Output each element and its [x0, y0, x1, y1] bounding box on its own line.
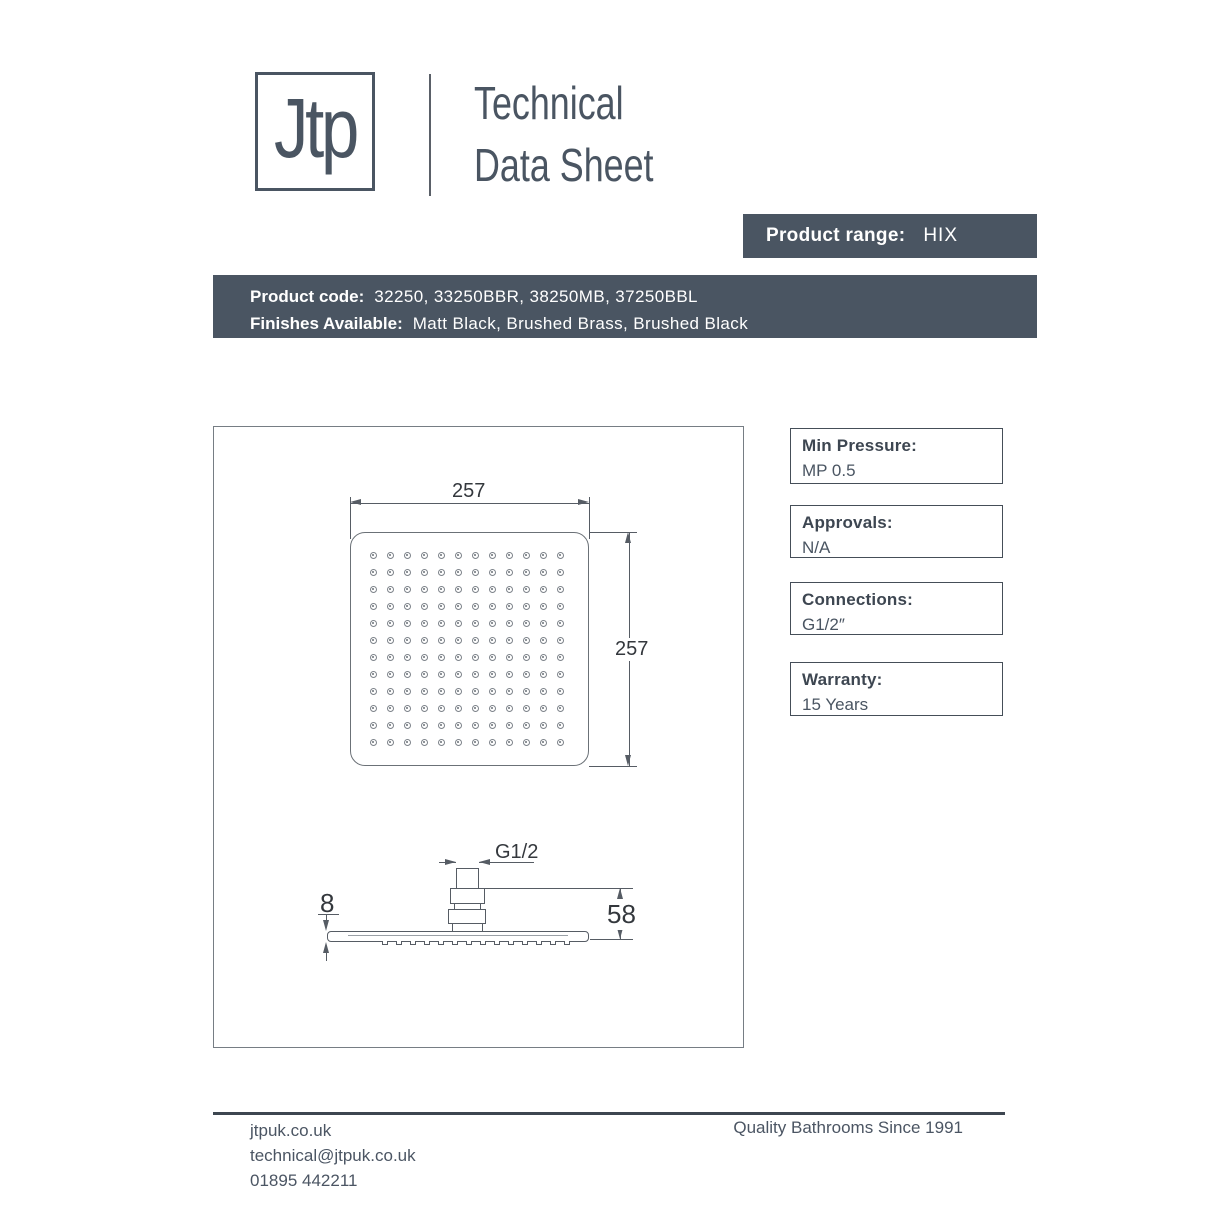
nozzle-dot: [472, 705, 479, 712]
product-range-box: [743, 214, 1037, 258]
nozzle-dot: [489, 654, 496, 661]
nozzle-dot: [472, 552, 479, 559]
nozzle-dot: [455, 739, 462, 746]
page-title: [474, 72, 654, 196]
nozzle-dot: [472, 722, 479, 729]
nozzle-dot: [506, 688, 513, 695]
nozzle-dot: [506, 552, 513, 559]
nozzle-dot: [523, 688, 530, 695]
nozzle-dot: [557, 705, 564, 712]
jtp-logo-text: Jtp: [273, 81, 357, 175]
side-view-collar-upper: [450, 888, 485, 904]
nozzle-dot: [421, 637, 428, 644]
nozzle-tooth: [438, 941, 444, 945]
nozzle-dot: [557, 586, 564, 593]
nozzle-dot: [472, 569, 479, 576]
nozzle-dot: [370, 705, 377, 712]
nozzle-dot: [404, 654, 411, 661]
nozzle-dot: [557, 569, 564, 576]
nozzle-dot: [489, 552, 496, 559]
nozzle-dot: [489, 603, 496, 610]
nozzle-dot: [438, 705, 445, 712]
finishes-value: Matt Black, Brushed Brass, Brushed Black: [412, 314, 749, 333]
nozzle-tooth: [396, 941, 402, 945]
nozzle-dot: [438, 671, 445, 678]
dim-width-value: 257: [452, 480, 486, 502]
nozzle-tooth: [452, 941, 458, 945]
nozzle-dot: [540, 552, 547, 559]
nozzle-dot: [557, 688, 564, 695]
arrowhead-down-icon: [625, 755, 631, 766]
spec-box-connections: [790, 582, 1003, 635]
nozzle-tooth: [382, 941, 388, 945]
dim-ext-right-bottom: [589, 766, 637, 767]
nozzle-dot: [438, 603, 445, 610]
nozzle-dot: [421, 552, 428, 559]
nozzle-grid: [370, 552, 570, 752]
nozzle-dot: [404, 620, 411, 627]
nozzle-dot: [506, 603, 513, 610]
spec-box-approvals: [790, 505, 1003, 558]
nozzle-dot: [557, 722, 564, 729]
nozzle-dot: [506, 620, 513, 627]
nozzle-dot: [387, 620, 394, 627]
nozzle-dot: [370, 739, 377, 746]
nozzle-dot: [557, 739, 564, 746]
nozzle-dot: [472, 620, 479, 627]
nozzle-dot: [438, 569, 445, 576]
nozzle-dot: [540, 620, 547, 627]
spec-value: N/A: [802, 538, 831, 557]
nozzle-dot: [438, 688, 445, 695]
nozzle-dot: [455, 654, 462, 661]
nozzle-dot: [489, 705, 496, 712]
nozzle-tooth: [564, 941, 570, 945]
spec-value: MP 0.5: [802, 461, 856, 480]
nozzle-dot: [387, 569, 394, 576]
nozzle-dot: [370, 637, 377, 644]
nozzle-dot: [540, 705, 547, 712]
nozzle-dot: [370, 688, 377, 695]
nozzle-dot: [455, 552, 462, 559]
nozzle-dot: [370, 722, 377, 729]
nozzle-dot: [387, 705, 394, 712]
nozzle-dot: [506, 569, 513, 576]
nozzle-dot: [472, 637, 479, 644]
arrowhead-down-icon: [323, 920, 329, 931]
nozzle-dot: [489, 739, 496, 746]
header-divider: [429, 74, 431, 196]
nozzle-dot: [523, 620, 530, 627]
spec-label: Connections:: [802, 590, 914, 609]
nozzle-dot: [387, 637, 394, 644]
nozzle-dot: [421, 671, 428, 678]
nozzle-dot: [421, 603, 428, 610]
nozzle-dot: [540, 586, 547, 593]
nozzle-dot: [506, 671, 513, 678]
nozzle-tooth: [522, 941, 528, 945]
footer-phone: 01895 442211: [250, 1171, 358, 1190]
nozzle-dot: [404, 705, 411, 712]
nozzle-dot: [421, 586, 428, 593]
footer-website[interactable]: jtpuk.co.uk: [250, 1121, 332, 1140]
nozzle-dot: [523, 671, 530, 678]
spec-label: Warranty:: [802, 670, 883, 689]
nozzle-dot: [506, 705, 513, 712]
nozzle-tooth: [480, 941, 486, 945]
nozzle-dot: [472, 739, 479, 746]
nozzle-dot: [540, 654, 547, 661]
nozzle-dot: [523, 705, 530, 712]
dim-58-ext-bottom: [590, 939, 633, 940]
dim-connection-value: G1/2: [495, 841, 539, 863]
nozzle-dot: [455, 603, 462, 610]
nozzle-dot: [421, 722, 428, 729]
nozzle-dot: [404, 552, 411, 559]
nozzle-dot: [523, 722, 530, 729]
nozzle-dot: [557, 603, 564, 610]
nozzle-dot: [506, 739, 513, 746]
nozzle-dot: [489, 637, 496, 644]
nozzle-dot: [472, 671, 479, 678]
nozzle-dot: [387, 586, 394, 593]
nozzle-dot: [387, 552, 394, 559]
arrowhead-up-icon: [323, 942, 329, 953]
nozzle-tooth: [536, 941, 542, 945]
spec-box-warranty: [790, 662, 1003, 716]
arrowhead-left-icon: [479, 859, 490, 865]
nozzle-dot: [387, 654, 394, 661]
nozzle-dot: [438, 586, 445, 593]
nozzle-dot: [506, 637, 513, 644]
arrowhead-right-icon: [578, 499, 589, 505]
nozzle-dot: [421, 705, 428, 712]
nozzle-dot: [421, 654, 428, 661]
nozzle-dot: [455, 586, 462, 593]
nozzle-dot: [472, 654, 479, 661]
nozzle-dot: [540, 603, 547, 610]
side-view-plate-inner-line: [348, 935, 568, 936]
nozzle-dot: [421, 620, 428, 627]
nozzle-tooth: [424, 941, 430, 945]
nozzle-dot: [557, 620, 564, 627]
nozzle-dot: [455, 688, 462, 695]
arrowhead-left-icon: [350, 499, 361, 505]
nozzle-dot: [455, 705, 462, 712]
technical-drawing-frame: [213, 426, 744, 1048]
dim-side-height-value: 58: [604, 899, 639, 930]
nozzle-dot: [523, 552, 530, 559]
nozzle-dot: [455, 722, 462, 729]
nozzle-dot: [387, 603, 394, 610]
nozzle-dot: [438, 620, 445, 627]
product-range-value: HIX: [923, 225, 959, 246]
nozzle-dot: [455, 569, 462, 576]
nozzle-dot: [557, 552, 564, 559]
product-range-label: Product range:: [766, 225, 906, 246]
nozzle-dot: [523, 739, 530, 746]
nozzle-dot: [370, 654, 377, 661]
nozzle-dot: [540, 688, 547, 695]
nozzle-dot: [472, 603, 479, 610]
nozzle-dot: [387, 688, 394, 695]
nozzle-dot: [387, 722, 394, 729]
spec-value: G1/2″: [802, 615, 845, 634]
nozzle-dot: [523, 569, 530, 576]
nozzle-dot: [438, 722, 445, 729]
nozzle-tooth: [550, 941, 556, 945]
nozzle-dot: [421, 569, 428, 576]
nozzle-dot: [370, 620, 377, 627]
nozzle-dot: [438, 552, 445, 559]
finishes-label: Finishes Available:: [250, 314, 403, 333]
nozzle-dot: [489, 722, 496, 729]
nozzle-dot: [370, 569, 377, 576]
nozzle-dot: [557, 637, 564, 644]
spec-label: Approvals:: [802, 513, 893, 532]
nozzle-dot: [540, 671, 547, 678]
nozzle-dot: [404, 671, 411, 678]
nozzle-dot: [489, 569, 496, 576]
nozzle-dot: [557, 654, 564, 661]
nozzle-dot: [404, 569, 411, 576]
nozzle-dot: [540, 739, 547, 746]
nozzle-dot: [489, 671, 496, 678]
side-view-collar-lower: [448, 909, 486, 924]
product-code-label: Product code:: [250, 287, 365, 306]
nozzle-dot: [438, 654, 445, 661]
dim-height-value: 257: [612, 638, 651, 661]
nozzle-dot: [438, 637, 445, 644]
nozzle-dot: [404, 722, 411, 729]
nozzle-dot: [455, 671, 462, 678]
nozzle-dot: [540, 722, 547, 729]
nozzle-dot: [370, 671, 377, 678]
nozzle-dot: [540, 637, 547, 644]
nozzle-tooth: [494, 941, 500, 945]
dim-58-ext-top: [485, 888, 633, 889]
nozzle-dot: [404, 637, 411, 644]
nozzle-dot: [489, 620, 496, 627]
nozzle-dot: [506, 654, 513, 661]
nozzle-dot: [455, 620, 462, 627]
nozzle-dot: [523, 603, 530, 610]
nozzle-dot: [370, 586, 377, 593]
nozzle-dot: [421, 739, 428, 746]
nozzle-dot: [506, 722, 513, 729]
spec-box-min-pressure: [790, 428, 1003, 484]
dim-thickness-value: 8: [320, 888, 335, 918]
nozzle-dot: [540, 569, 547, 576]
nozzle-tooth: [466, 941, 472, 945]
arrowhead-right-icon: [445, 859, 456, 865]
nozzle-dot: [489, 688, 496, 695]
nozzle-dot: [370, 552, 377, 559]
spec-label: Min Pressure:: [802, 436, 918, 455]
nozzle-dot: [404, 688, 411, 695]
nozzle-dot: [404, 586, 411, 593]
nozzle-dot: [387, 671, 394, 678]
nozzle-dot: [472, 688, 479, 695]
nozzle-dot: [523, 654, 530, 661]
page-title-line2: Data Sheet: [474, 139, 654, 191]
nozzle-dot: [523, 586, 530, 593]
jtp-logo: [255, 72, 375, 191]
arrowhead-up-icon: [617, 888, 623, 899]
footer-divider: [213, 1112, 1005, 1115]
product-code-value: 32250, 33250BBR, 38250MB, 37250BBL: [374, 287, 698, 306]
nozzle-dot: [523, 637, 530, 644]
dim-8-underline: [318, 914, 339, 915]
nozzle-dot: [438, 739, 445, 746]
nozzle-dot: [404, 603, 411, 610]
nozzle-dot: [421, 688, 428, 695]
nozzle-dot: [506, 586, 513, 593]
nozzle-dot: [489, 586, 496, 593]
footer-email[interactable]: technical@jtpuk.co.uk: [250, 1146, 416, 1165]
spec-value: 15 Years: [802, 695, 869, 714]
nozzle-dot: [370, 603, 377, 610]
nozzle-dot: [387, 739, 394, 746]
page-title-line1: Technical: [474, 77, 624, 129]
footer-tagline: Quality Bathrooms Since 1991: [733, 1118, 963, 1137]
nozzle-tooth: [410, 941, 416, 945]
side-view-pipe: [456, 868, 479, 889]
nozzle-dot: [455, 637, 462, 644]
product-info-banner: [213, 275, 1037, 338]
nozzle-dot: [404, 739, 411, 746]
nozzle-dot: [557, 671, 564, 678]
nozzle-tooth: [508, 941, 514, 945]
footer-contact: [250, 1118, 416, 1193]
nozzle-dot: [472, 586, 479, 593]
dim-line-width: [350, 503, 589, 504]
arrowhead-up-icon: [625, 532, 631, 543]
